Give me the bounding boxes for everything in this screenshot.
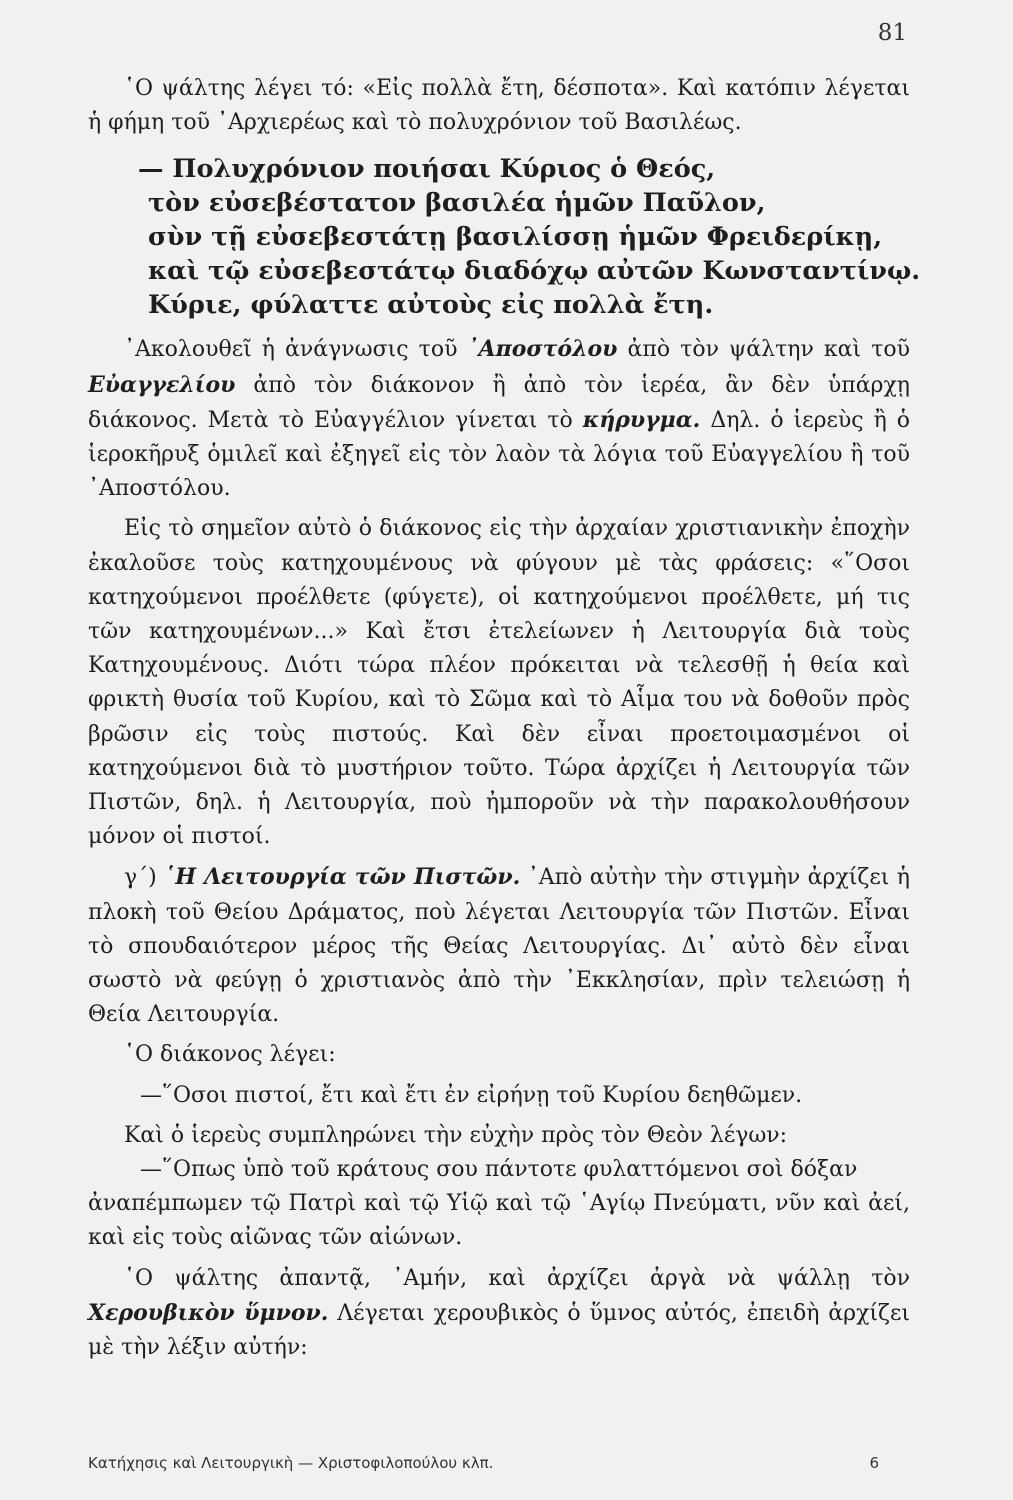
priest-intro: Καὶ ὁ ἱερεὺς συμπληρώνει τὴν εὐχὴν πρὸς τὸν Θεὸν λέγων: (124, 1122, 788, 1148)
cherubic-hymn-term: Χερουβικὸν ὕμνον. (88, 1299, 329, 1326)
text-run: ῾Ο ψάλτης ἀπαντᾷ, ᾿Αμήν, καὶ ἀρχίζει ἀργὰ νὰ ψάλλῃ τὸν (124, 1265, 910, 1291)
page-number: 81 (877, 20, 907, 46)
deacon-says: ῾Ο διάκονος λέγει: (124, 1042, 336, 1068)
acclamation-line: τὸν εὐσεβέστατον βασιλέα ἡμῶν Παῦλον, (148, 188, 766, 219)
text-run: ᾿Απὸ αὐτὴν τὴν στιγμὴν ἀρχίζει ἡ πλοκὴ τοῦ Θείου Δράματος, ποὺ λέγεται Λειτουργία τῶν Πιστῶν. Εἶναι τὸ σπουδαιότερον μέρος τῆς Θείας Λειτουργίας. Δι᾿ αὐτὸ δὲν εἶναι σωστὸ νὰ φεύγῃ ὁ χριστιανὸς ἀπὸ τὴν ᾿Εκκλησίαν, πρὶν τελειώσῃ ἡ Θεία Λειτουργία. (88, 865, 910, 1028)
text-run: Λέγεται χερουβικὸς ὁ ὕμνος αὐτός, ἐπειδὴ ἀρχίζει μὲ τὴν λέξιν αὐτήν: (88, 1300, 910, 1361)
readings-paragraph (88, 332, 910, 506)
priest-prayer-rest: ἀναπέμπωμεν τῷ Πατρὶ καὶ τῷ Υἱῷ καὶ τῷ ῾Αγίῳ Πνεύματι, νῦν καὶ ἀεί, καὶ εἰς τοὺς αἰῶνας τῶν αἰώνων. (88, 1191, 910, 1251)
intro-paragraph: ῾Ο ψάλτης λέγει τό: «Εἰς πολλὰ ἔτη, δέσποτα». Καὶ κατόπιν λέγεται ἡ φήμη τοῦ ᾿Αρχιερέως καὶ τὸ πολυχρόνιον τοῦ Βασιλέως. (88, 76, 910, 136)
section-label: γ΄) (124, 865, 165, 891)
acclamation-block (88, 152, 921, 322)
gospel-term: Εὐαγγελίου (88, 371, 236, 398)
priest-prayer-first-line: —῞Οπως ὑπὸ τοῦ κράτους σου πάντοτε φυλαττόμενοι σοὶ δόξαν (140, 1157, 858, 1183)
deacon-prayer: —῞Οσοι πιστοί, ἔτι καὶ ἔτι ἐν εἰρήνῃ τοῦ Κυρίου δεηθῶμεν. (140, 1082, 803, 1108)
signature-number: 6 (869, 1454, 879, 1472)
footer-title: Κατήχησις καὶ Λειτουργικὴ — Χριστοφιλοπούλου κλπ. (88, 1454, 494, 1472)
sermon-term: κήρυγμα. (582, 406, 701, 433)
page-footer (88, 1454, 907, 1472)
section-heading: ῾Η Λειτουργία τῶν Πιστῶν. (164, 864, 521, 891)
acclamation-line: καὶ τῷ εὐσεβεστάτῳ διαδόχῳ αὐτῶν Κωνσταντίνῳ. (148, 256, 921, 287)
text-run: Δηλ. ὁ ἱερεὺς ἢ ὁ ἱεροκῆρυξ ὁμιλεῖ καὶ ἐξηγεῖ εἰς τὸν λαὸν τὰ λόγια τοῦ Εὐαγγελίου ἢ τοῦ ᾿Αποστόλου. (88, 407, 910, 502)
cherubic-paragraph (88, 1262, 910, 1366)
text-run: ἀπὸ τὸν ψάλτην καὶ τοῦ (617, 337, 911, 363)
apostle-term: ᾿Αποστόλου (467, 336, 618, 363)
acclamation-line: σὺν τῇ εὐσεβεστάτῃ βασιλίσσῃ ἡμῶν Φρειδερίκῃ, (148, 222, 883, 253)
catechumens-paragraph: Εἰς τὸ σημεῖον αὐτὸ ὁ διάκονος εἰς τὴν ἀρχαίαν χριστιανικὴν ἐποχὴν ἐκαλοῦσε τοὺς κατηχουμένους νὰ φύγουν μὲ τὰς φράσεις: «῞Οσοι κατηχούμενοι προέλθετε (φύγετε), οἱ κατηχούμενοι προέλθετε, μή τις τῶν κατηχουμένων...» Καὶ ἔτσι ἐτελείωνεν ἡ Λειτουργία διὰ τοὺς Κατηχουμένους. Διότι τώρα πλέον πρόκειται νὰ τελεσθῇ ἡ θεία καὶ φρικτὴ θυσία τοῦ Κυρίου, καὶ τὸ Σῶμα καὶ τὸ Αἷμα του νὰ δοθοῦν πρὸς βρῶσιν εἰς τοὺς πιστούς. Καὶ δὲν εἶναι προετοιμασμένοι οἱ κατηχούμενοι διὰ τὸ μυστήριον τοῦτο. Τώρα ἀρχίζει ἡ Λειτουργία τῶν Πιστῶν, δηλ. ἡ Λειτουργία, ποὺ ἠμποροῦν νὰ τὴν παρακολουθήσουν μόνον οἱ πιστοί. (88, 516, 910, 850)
acclamation-line: — Πολυχρόνιον ποιήσαι Κύριος ὁ Θεός, (138, 154, 716, 185)
section-c-paragraph (88, 860, 910, 1032)
body-text (88, 72, 921, 1365)
acclamation-line: Κύριε, φύλαττε αὐτοὺς εἰς πολλὰ ἔτη. (148, 290, 714, 321)
text-run: ᾿Ακολουθεῖ ἡ ἀνάγνωσις τοῦ (124, 337, 468, 363)
text-run: ἀπὸ τὸν διάκονον ἢ ἀπὸ τὸν ἱερέα, ἂν δὲν ὑπάρχῃ διάκονος. Μετὰ τὸ Εὐαγγέλιον γίνεται τὸ (88, 372, 910, 433)
